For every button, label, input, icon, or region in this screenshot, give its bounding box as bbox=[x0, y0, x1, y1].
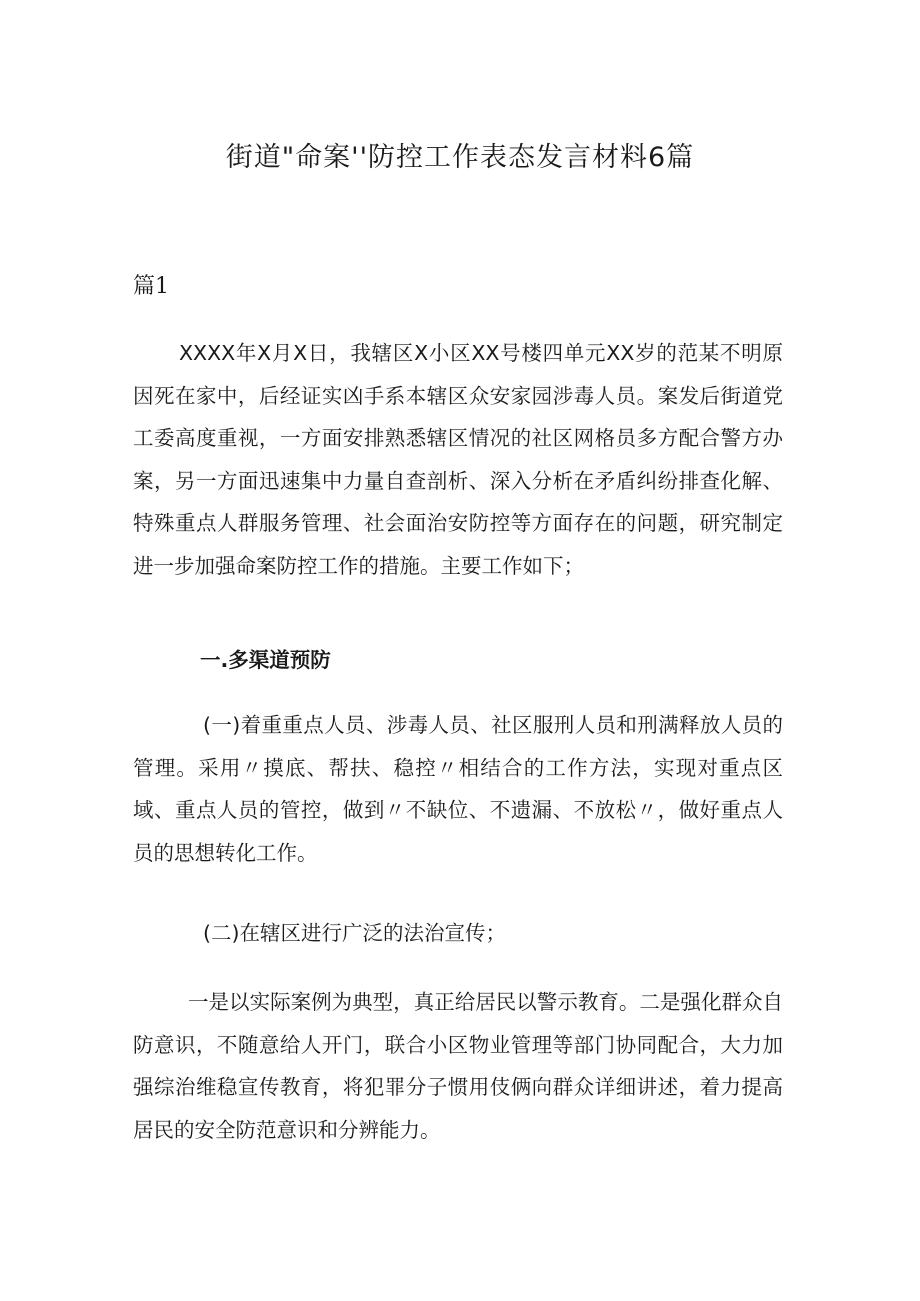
item-1-paragraph: (一)着重重点人员、涉毒人员、社区服刑人员和刑满释放人员的管理。采用〃摸底、帮扶、稳控〃相结合的工作方法，实现对重点区域、重点人员的管控，做到〃不缺位、不遗漏、不放松〃，做好重点人员的思想转化工作。 bbox=[133, 713, 783, 865]
intro-paragraph: XXXX年X月X日，我辖区X小区XX号楼四单元XX岁的范某不明原因死在家中，后经证实凶手系本辖区众安家园涉毒人员。案发后街道党工委高度重视，一方面安排熟悉辖区情况的社区网格员多方配合警方办案，另一方面迅速集中力量自查剖析、深入分析在矛盾纠纷排查化解、特殊重点人群服务管理、社会面治安防控等方面存在的问题，研究制定进一步加强命案防控工作的措施。主要工作如下； bbox=[133, 341, 783, 578]
document-title: 街道"命案''防控工作表态发言材料6篇 bbox=[225, 142, 695, 173]
heading-multi-channel-prevention: 一.多渠道预防 bbox=[200, 648, 331, 672]
item-2-heading: (二)在辖区进行广泛的法治宣传； bbox=[203, 921, 506, 945]
section-label: 篇1 bbox=[133, 274, 169, 299]
item-2-body-paragraph: 一是以实际案例为典型，真正给居民以警示教育。二是强化群众自防意识，不随意给人开门，联合小区物业管理等部门协同配合，大力加强综治维稳宣传教育，将犯罪分子惯用伎俩向群众详细讲述，着力提高居民的安全防范意识和分辨能力。 bbox=[133, 990, 783, 1142]
